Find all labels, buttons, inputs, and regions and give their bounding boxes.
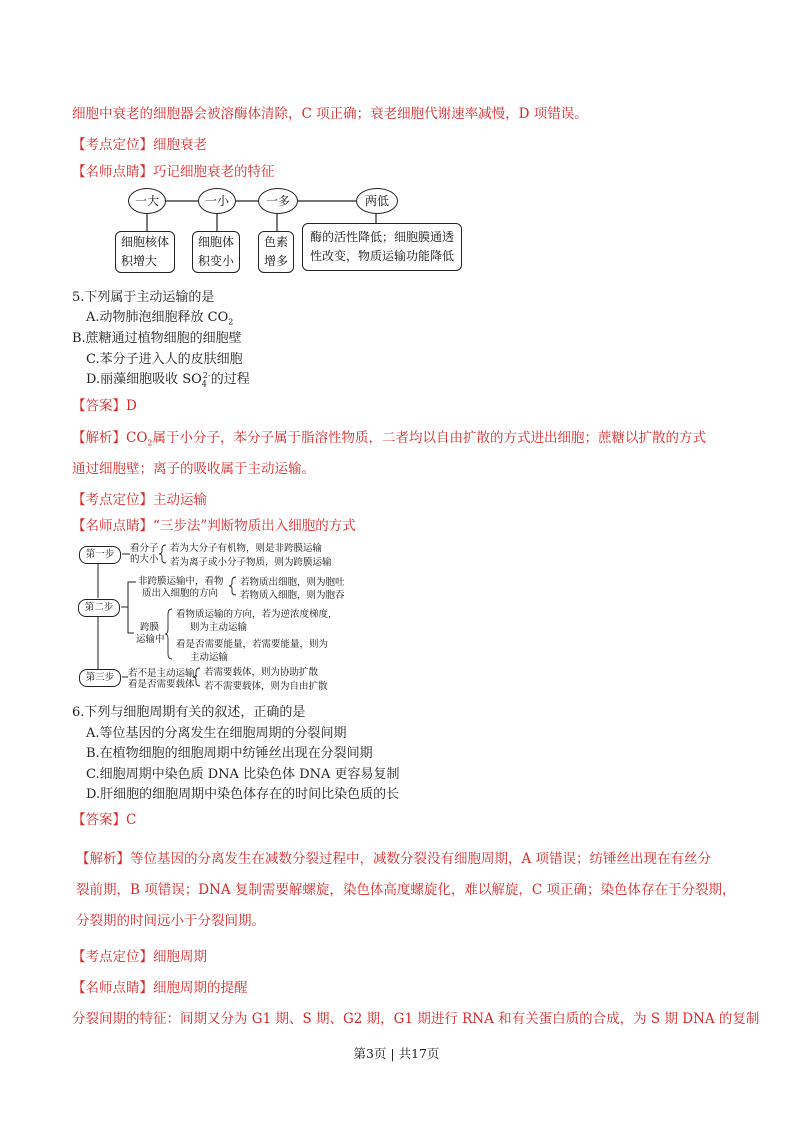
box-cell-volume: 细胞体 积变小 <box>192 231 240 273</box>
q5-answer: 【答案】D <box>72 398 137 414</box>
q4-kaodian: 【考点定位】细胞衰老 <box>72 137 207 153</box>
s1-r2: 若为离子或小分子物质，则为跨膜运输 <box>170 557 332 568</box>
q5-stem: 5.下列属于主动运输的是 <box>72 290 215 305</box>
q6-jiexi-line3: 分裂期的时间远小于分裂间期。 <box>76 913 265 929</box>
continuation-text: 细胞中衰老的细胞器会被溶酶体清除，C 项正确；衰老细胞代谢速率减慢，D 项错误。 <box>72 106 588 122</box>
q5-option-d: D.丽藻细胞吸收 $SO_4^{2-}$的过程 <box>86 370 250 389</box>
page-footer: 第3页 | 共17页 <box>353 1046 440 1061</box>
s1-r1: 若为大分子有机物，则是非跨膜运输 <box>170 543 323 554</box>
q6-kaodian: 【考点定位】细胞周期 <box>72 949 207 965</box>
q6-mingshi: 【名师点睛】细胞周期的提醒 <box>72 980 248 996</box>
oval-liangdi: 两低 <box>356 188 398 214</box>
q6-option-a: A.等位基因的分离发生在细胞周期的分裂间期 <box>86 726 347 741</box>
s2b-r3: 看是否需要能量，若需要能量，则为 <box>176 639 329 650</box>
q5-option-b: B.蔗糖通过植物细胞的细胞壁 <box>72 331 242 346</box>
s3-r2: 若不需要载体，则为自由扩散 <box>204 681 328 692</box>
q6-jiexi-line2: 裂前期，B 项错误；DNA 复制需要解螺旋，染色体高度螺旋化，难以解旋，C 项正确；染色体存在于分裂期， <box>76 882 736 898</box>
s2b-r1: 看物质运输的方向，若为逆浓度梯度， <box>176 609 338 620</box>
box-enzyme: 酶的活性降低；细胞膜通透 性改变，物质运输功能降低 <box>302 223 462 271</box>
q5-option-a: A.动物肺泡细胞释放 $CO_2$ <box>86 310 234 327</box>
s3-r1: 若需要载体，则为协助扩散 <box>204 667 319 678</box>
oval-yida: 一大 <box>128 188 166 214</box>
q5-jiexi-line1: 【解析】$CO_2$属于小分子，苯分子属于脂溶性物质，二者均以自由扩散的方式进出细胞；蔗糖以扩散的方式 <box>72 430 706 448</box>
q6-stem: 6.下列与细胞周期有关的叙述，正确的是 <box>72 705 306 720</box>
s2a-label: 非跨膜运输中，看物 质出入细胞的方向 <box>138 576 224 599</box>
q6-jiexi-line1: 【解析】等位基因的分离发生在减数分裂过程中，减数分裂没有细胞周期，A 项错误；纺锤丝出现在有丝分 <box>76 851 712 867</box>
q4-mingshi: 【名师点睛】巧记细胞衰老的特征 <box>72 164 275 180</box>
s3-label: 若不是主动运输， 看是否需要载体 <box>128 668 205 690</box>
step3-box: 第三步 <box>79 669 121 687</box>
q5-option-c: C.苯分子进入人的皮肤细胞 <box>86 352 243 367</box>
box-nucleus: 细胞核体 积增大 <box>115 231 175 273</box>
q6-answer: 【答案】C <box>72 812 137 828</box>
q5-kaodian: 【考点定位】主动运输 <box>72 492 207 508</box>
s2b-label: 跨膜 运输中 <box>136 622 165 645</box>
oval-yixiao: 一小 <box>198 188 236 214</box>
q6-option-c: C.细胞周期中染色质 DNA 比染色体 DNA 更容易复制 <box>86 767 400 782</box>
s2a-r2: 若物质入细胞，则为胞吞 <box>240 590 345 601</box>
step1-box: 第一步 <box>79 546 121 564</box>
step2-box: 第二步 <box>78 599 120 617</box>
oval-yiduo: 一多 <box>258 188 298 214</box>
q6-tail-text: 分裂间期的特征：间期又分为 G1 期、S 期、G2 期，G1 期进行 RNA 和有关蛋白质的合成，为 S 期 DNA 的复制 <box>72 1011 760 1027</box>
s2a-r1: 若物质出细胞，则为胞吐 <box>240 577 345 588</box>
box-pigment: 色素 增多 <box>258 231 294 273</box>
s1-label: 看分子 的大小 <box>130 543 159 565</box>
q6-option-b: B.在植物细胞的细胞周期中纺锤丝出现在分裂间期 <box>86 746 373 761</box>
s2b-r4: 主动运输 <box>190 652 229 663</box>
s2b-r2: 则为主动运输 <box>190 622 248 633</box>
q5-jiexi-line2: 通过细胞壁；离子的吸收属于主动运输。 <box>72 461 315 477</box>
q5-mingshi: 【名师点睛】“三步法”判断物质出入细胞的方式 <box>72 518 356 534</box>
q6-option-d: D.肝细胞的细胞周期中染色体存在的时间比染色质的长 <box>86 787 400 802</box>
